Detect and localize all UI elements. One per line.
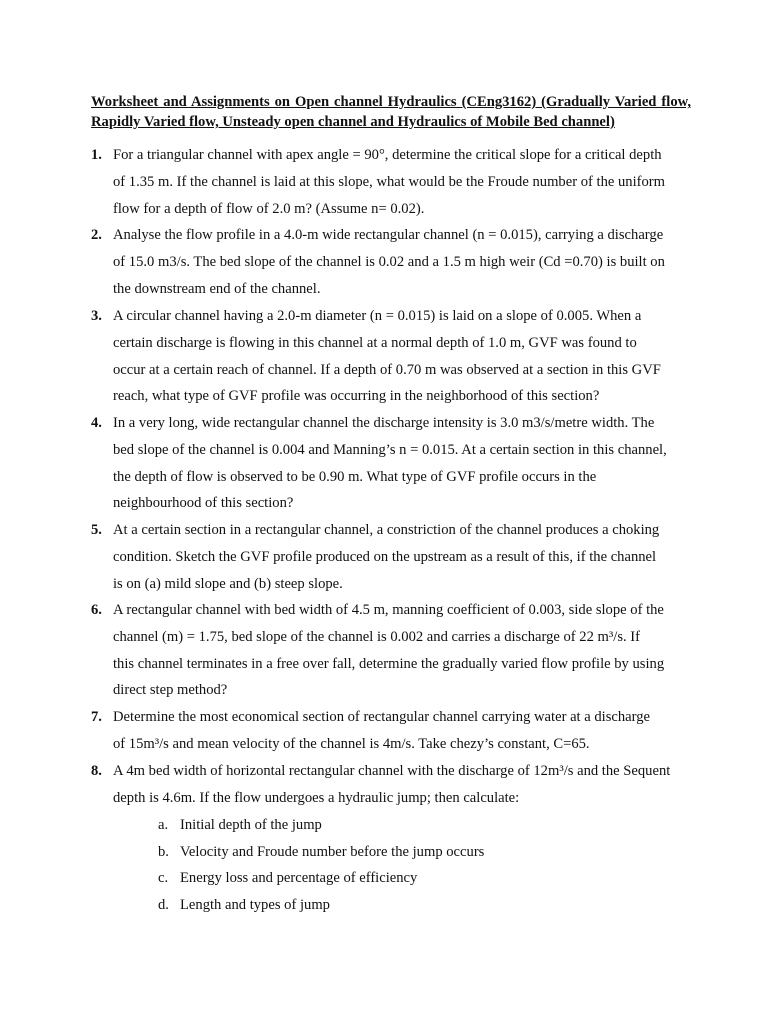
question-number: 6. bbox=[91, 602, 102, 618]
question-item bbox=[91, 704, 691, 758]
question-text bbox=[113, 597, 691, 704]
sub-question-text: Length and types of jump bbox=[180, 897, 330, 913]
question-line: the depth of flow is observed to be 0.90 m. What type of GVF profile occurs in the bbox=[113, 468, 597, 485]
question-line: of 15m³/s and mean velocity of the channel is 4m/s. Take chezy’s constant, C=65. bbox=[113, 735, 590, 752]
question-text bbox=[113, 758, 691, 812]
question-line: reach, what type of GVF profile was occurring in the neighborhood of this section? bbox=[113, 388, 600, 405]
question-line: is on (a) mild slope and (b) steep slope. bbox=[113, 575, 343, 592]
question-line: Analyse the flow profile in a 4.0-m wide rectangular channel (n = 0.015), carrying a discharge bbox=[113, 227, 664, 243]
question-text bbox=[113, 222, 691, 302]
worksheet-title: Worksheet and Assignments on Open channel Hydraulics (CEng3162) (Gradually Varied flow, Rapidly Varied flow, Unsteady open channel and Hydraulics of Mobile Bed channel) bbox=[91, 94, 691, 130]
sub-question-letter: c. bbox=[158, 870, 169, 886]
question-text bbox=[113, 303, 691, 410]
sub-question-item bbox=[158, 812, 322, 839]
question-line: channel (m) = 1.75, bed slope of the channel is 0.002 and carries a discharge of 22 m³/s. If bbox=[113, 628, 641, 645]
question-item bbox=[91, 517, 691, 597]
question-line: A rectangular channel with bed width of 4.5 m, manning coefficient of 0.003, side slope of the bbox=[113, 602, 664, 618]
question-item bbox=[91, 410, 691, 517]
question-line: occur at a certain reach of channel. If a depth of 0.70 m was observed at a section in this GVF bbox=[113, 361, 661, 378]
question-item bbox=[91, 758, 691, 812]
question-line: bed slope of the channel is 0.004 and Manning’s n = 0.015. At a certain section in this channel, bbox=[113, 441, 667, 458]
question-line: flow for a depth of flow of 2.0 m? (Assume n= 0.02). bbox=[113, 200, 425, 217]
question-text bbox=[113, 517, 691, 597]
question-line: At a certain section in a rectangular channel, a constriction of the channel produces a choking bbox=[113, 522, 660, 538]
question-number: 1. bbox=[91, 147, 102, 163]
question-number: 2. bbox=[91, 227, 102, 243]
sub-question-item bbox=[158, 839, 484, 866]
question-line: For a triangular channel with apex angle = 90°, determine the critical slope for a critical depth bbox=[113, 147, 662, 163]
sub-question-text: Energy loss and percentage of efficiency bbox=[180, 870, 418, 886]
question-line: Determine the most economical section of rectangular channel carrying water at a discharge bbox=[113, 709, 651, 725]
question-text bbox=[113, 142, 691, 222]
sub-question-letter: a. bbox=[158, 817, 169, 833]
sub-question-item bbox=[158, 892, 330, 919]
question-line: depth is 4.6m. If the flow undergoes a hydraulic jump; then calculate: bbox=[113, 789, 520, 806]
question-line: A 4m bed width of horizontal rectangular channel with the discharge of 12m³/s and the Sequent bbox=[113, 763, 671, 779]
sub-question-letter: b. bbox=[158, 844, 169, 860]
question-line: the downstream end of the channel. bbox=[113, 280, 321, 297]
sub-question-text: Velocity and Froude number before the jump occurs bbox=[180, 844, 485, 860]
question-line: A circular channel having a 2.0-m diameter (n = 0.015) is laid on a slope of 0.005. When a bbox=[113, 308, 642, 324]
question-number: 8. bbox=[91, 763, 102, 779]
question-item bbox=[91, 597, 691, 704]
question-line: direct step method? bbox=[113, 682, 228, 699]
question-line: condition. Sketch the GVF profile produced on the upstream as a result of this, if the channel bbox=[113, 548, 657, 565]
question-text bbox=[113, 704, 691, 758]
sub-question-text: Initial depth of the jump bbox=[180, 817, 322, 833]
question-item bbox=[91, 222, 691, 302]
question-line: neighbourhood of this section? bbox=[113, 495, 294, 512]
question-number: 4. bbox=[91, 415, 102, 431]
question-number: 5. bbox=[91, 522, 102, 538]
question-number: 7. bbox=[91, 709, 102, 725]
sub-question-letter: d. bbox=[158, 897, 169, 913]
question-line: of 1.35 m. If the channel is laid at this slope, what would be the Froude number of the uniform bbox=[113, 173, 666, 190]
question-text bbox=[113, 410, 691, 517]
sub-question-item bbox=[158, 865, 417, 892]
question-line: certain discharge is flowing in this channel at a normal depth of 1.0 m, GVF was found to bbox=[113, 334, 637, 351]
question-line: of 15.0 m3/s. The bed slope of the channel is 0.02 and a 1.5 m high weir (Cd =0.70) is built on bbox=[113, 253, 665, 270]
question-number: 3. bbox=[91, 308, 102, 324]
question-item bbox=[91, 303, 691, 410]
question-line: In a very long, wide rectangular channel the discharge intensity is 3.0 m3/s/metre width. The bbox=[113, 415, 655, 431]
question-line: this channel terminates in a free over fall, determine the gradually varied flow profile by using bbox=[113, 655, 665, 672]
question-item bbox=[91, 142, 691, 222]
